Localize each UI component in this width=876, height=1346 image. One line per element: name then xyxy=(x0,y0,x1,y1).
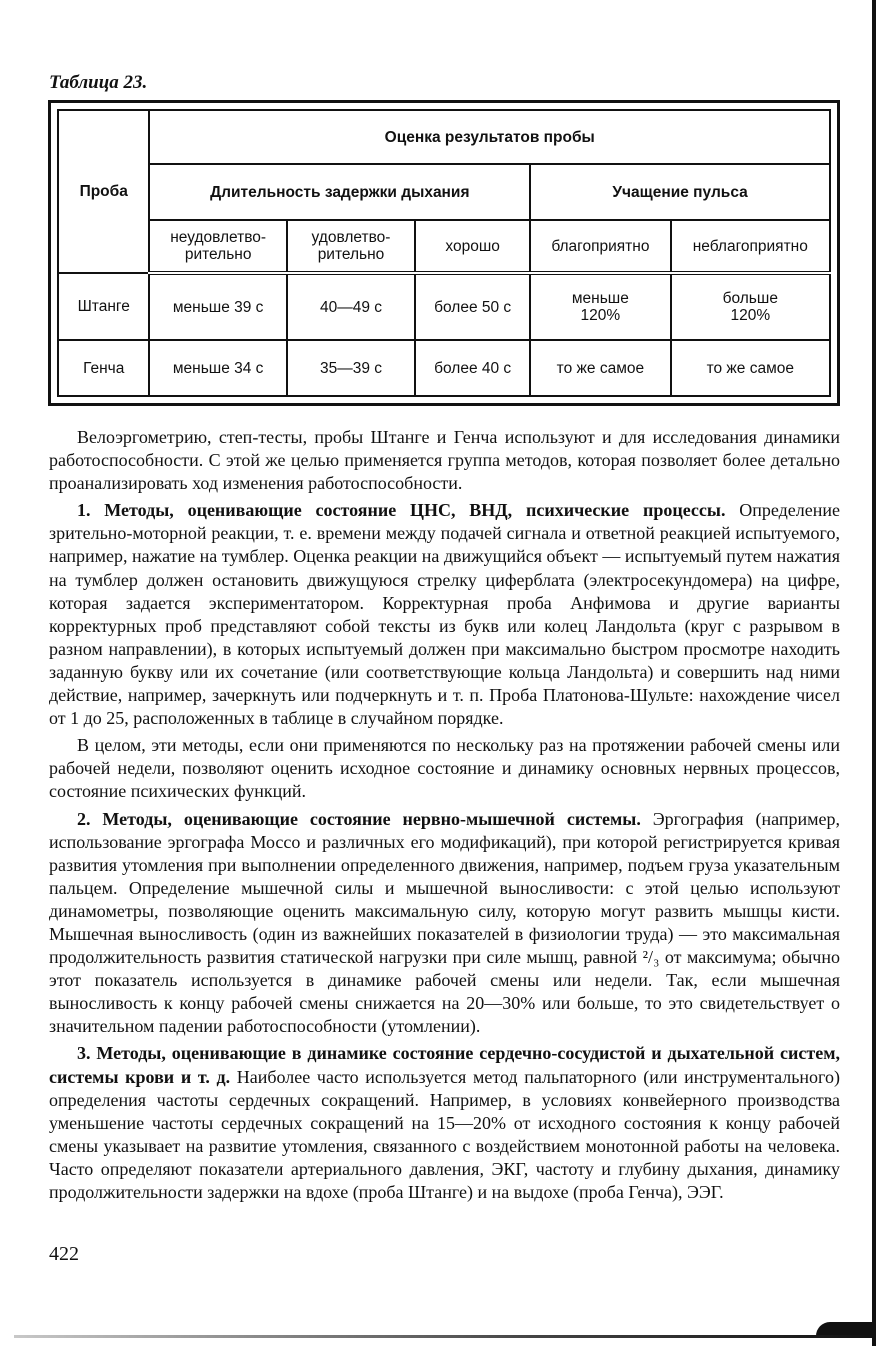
table-cell: 35—39 с xyxy=(287,340,415,396)
scan-artifact xyxy=(816,1322,876,1336)
table-row xyxy=(58,340,830,396)
results-table xyxy=(57,109,831,397)
table-cell: то же самое xyxy=(671,340,830,396)
paragraph: Велоэргометрию, степ-тесты, пробы Штанге и Генча используют и для исследования динамики работоспособности. С этой же целью применяется группа методов, которая позволяет более детально проанализировать ход изменения работоспособности. xyxy=(49,427,840,494)
table-cell: меньше 34 с xyxy=(149,340,286,396)
header-pulse: Учащение пульса xyxy=(530,164,830,220)
table-row xyxy=(58,273,830,340)
page-number: 422 xyxy=(49,1243,79,1265)
body-text xyxy=(49,426,840,1208)
section-heading: 3. Методы, оценивающие в динамике состояние сердечно-сосудистой и дыхательной систем, системы крови и т. д. xyxy=(49,1043,840,1087)
table-cell: меньше 39 с xyxy=(149,273,286,340)
section-heading: 1. Методы, оценивающие состояние ЦНС, ВНД, психические процессы. xyxy=(77,500,726,521)
table-cell: больше 120% xyxy=(671,273,830,340)
scan-bottom-line xyxy=(14,1335,876,1338)
table-caption: Таблица 23. xyxy=(49,72,148,93)
header-probe: Проба xyxy=(58,110,149,273)
results-table-frame xyxy=(48,100,840,406)
table-cell: более 50 с xyxy=(415,273,530,340)
table-cell: меньше 120% xyxy=(530,273,670,340)
header-breath-hold: Длительность задержки дыхания xyxy=(149,164,530,220)
header-evaluation: Оценка результатов пробы xyxy=(149,110,830,164)
subheader-unsatisfactory: неудовлетво- рительно xyxy=(149,220,286,273)
page-edge xyxy=(872,0,876,1346)
paragraph: 3. Методы, оценивающие в динамике состояние сердечно-сосудистой и дыхательной систем, системы крови и т. д. Наиболее часто используется метод пальпаторного (или инструментального) определения частоты сердечных сокращений. Например, в условиях конвейерного производства уменьшение частоты сердечных сокращений на 15—20% от исходного состояния к концу рабочей смены указывает на развитие утомления, связанного с воздействием монотонной работы на человека. Часто определяют показатели артериального давления, ЭКГ, частоту и глубину дыхания, динамику продолжительности задержки на вдохе (проба Штанге) и на выдохе (проба Генча), ЭЭГ. xyxy=(49,1043,840,1202)
table-cell: более 40 с xyxy=(415,340,530,396)
row-probe-name: Генча xyxy=(58,340,149,396)
subheader-satisfactory: удовлетво- рительно xyxy=(287,220,415,273)
row-probe-name: Штанге xyxy=(58,273,149,340)
paragraph: 2. Методы, оценивающие состояние нервно-мышечной системы. Эргография (например, использование эргографа Моссо и различных его модификаций), при которой регистрируется кривая развития утомления при выполнении определенного движения, например, подъем груза указательным пальцем. Определение мышечной силы и мышечной выносливости: с этой целью используют динамометры, позволяющие оценить максимальную силу, которую могут развить мышцы кисти. Мышечная выносливость (один из важнейших показателей в физиологии труда) — это максимальная продолжительность развития статической нагрузки при силе мышц, равной ²/₃ от максимума; обычно этот показатель используется в динамике рабочей смены или недели. Так, если мышечная выносливость к концу рабочей смены снижается на 20—30% или больше, то это свидетельствует о значительном падении работоспособности (утомлении). xyxy=(49,808,840,1037)
paragraph: 1. Методы, оценивающие состояние ЦНС, ВНД, психические процессы. Определение зрительно-моторной реакции, т. е. времени между подачей сигнала и ответной реакцией испытуемого, например, нажатие на тумблер. Оценка реакции на движущийся объект — испытуемый путем нажатия на тумблер должен остановить движущуюся стрелку циферблата (электросекундомера) на цифре, которая задается экспериментатором. Корректурная проба Анфимова и другие варианты корректурных проб представляют собой тексты из букв или колец Ландольта (круг с разрывом в разном направлении), в которых испытуемый должен при максимально быстром просмотре находить заданную букву или их сочетание (или соответствующие кольца Ландольта) и совершить над ними действие, например, зачеркнуть или подчеркнуть и т. п. Проба Платонова-Шульте: нахождение чисел от 1 до 25, расположенных в таблице в случайном порядке. xyxy=(49,500,840,729)
table-cell: то же самое xyxy=(530,340,670,396)
subheader-favorable: благоприятно xyxy=(530,220,670,273)
section-heading: 2. Методы, оценивающие состояние нервно-мышечной системы. xyxy=(77,808,641,829)
subheader-unfavorable: неблагоприятно xyxy=(671,220,830,273)
table-cell: 40—49 с xyxy=(287,273,415,340)
paragraph: В целом, эти методы, если они применяются по нескольку раз на протяжении рабочей смены или рабочей недели, позволяют оценить исходное состояние и динамику основных нервных процессов, состояние психических функций. xyxy=(49,735,840,802)
subheader-good: хорошо xyxy=(415,220,530,273)
